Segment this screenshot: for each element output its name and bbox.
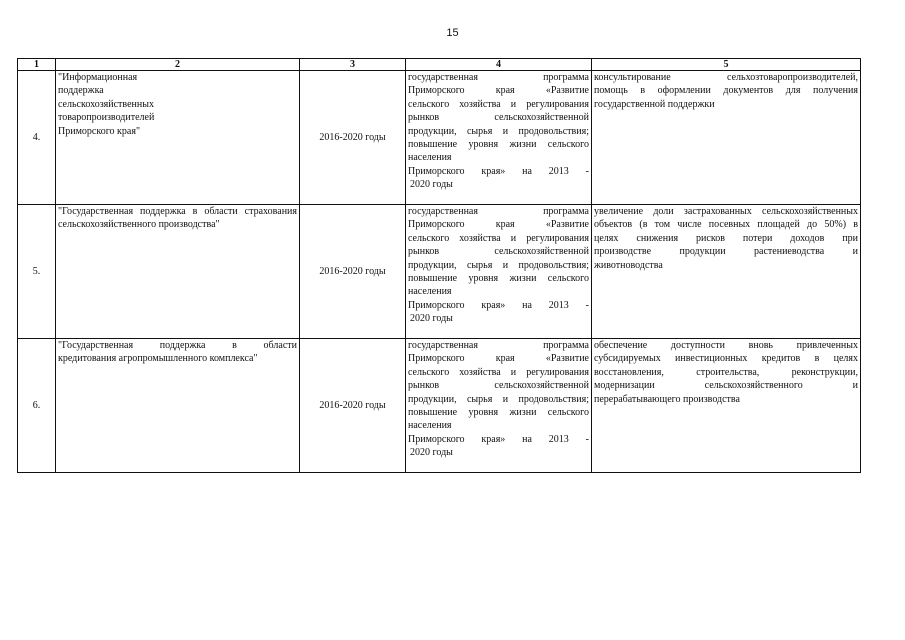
measure-name bbox=[56, 205, 300, 339]
state-program-line: Приморского края «Развитие bbox=[408, 353, 589, 365]
column-header: 4 bbox=[406, 59, 592, 71]
state-program-line: 2020 годы bbox=[410, 447, 453, 459]
expected-result-line: целях снижения рисков потери доходов при bbox=[594, 232, 858, 244]
expected-result-line: восстановления, строительства, реконструкции, bbox=[594, 366, 858, 378]
state-program-line: населения bbox=[408, 420, 452, 432]
measure-name bbox=[56, 339, 300, 473]
row-number: 4. bbox=[18, 71, 56, 205]
state-program-line: повышение уровня жизни сельского bbox=[408, 139, 589, 151]
state-program-line: государственная программа bbox=[408, 72, 589, 83]
expected-result-line: перерабатывающего производства bbox=[594, 393, 740, 405]
row-number: 6. bbox=[18, 339, 56, 473]
column-header: 1 bbox=[18, 59, 56, 71]
state-program-line: продукции, сырья и продовольствия; bbox=[408, 259, 589, 271]
state-program-line: населения bbox=[408, 152, 452, 164]
implementation-period: 2016-2020 годы bbox=[300, 205, 406, 339]
table-row bbox=[18, 205, 861, 339]
measure-name-line: сельскохозяйственного производства" bbox=[58, 219, 220, 231]
measures-table bbox=[17, 58, 861, 473]
measure-name bbox=[56, 71, 300, 205]
page-number: 15 bbox=[446, 27, 459, 39]
measure-name-line: поддержка bbox=[58, 85, 104, 97]
state-program-line: 2020 годы bbox=[410, 179, 453, 191]
expected-result-line: производстве продукции растениеводства и bbox=[594, 246, 858, 258]
state-program-line: сельского хозяйства и регулирования bbox=[408, 232, 589, 244]
expected-result-line: обеспечение доступности вновь привлеченных bbox=[594, 340, 858, 351]
expected-result-line: животноводства bbox=[594, 259, 663, 271]
table-row bbox=[18, 339, 861, 473]
table-header-row bbox=[18, 59, 861, 71]
state-program-line: повышение уровня жизни сельского bbox=[408, 273, 589, 285]
state-program bbox=[406, 71, 592, 205]
state-program-line: повышение уровня жизни сельского bbox=[408, 407, 589, 419]
measure-name-line: Приморского края" bbox=[58, 125, 141, 137]
column-header: 2 bbox=[56, 59, 300, 71]
measure-name-line: "Государственная поддержка в области bbox=[58, 340, 297, 351]
state-program-line: сельского хозяйства и регулирования bbox=[408, 98, 589, 110]
column-header: 3 bbox=[300, 59, 406, 71]
expected-result-line: субсидируемых инвестиционных кредитов в целях bbox=[594, 353, 858, 365]
state-program bbox=[406, 339, 592, 473]
row-number: 5. bbox=[18, 205, 56, 339]
state-program-line: Приморского края» на 2013 - bbox=[408, 433, 589, 445]
expected-result-line: помощь в оформлении документов для получения bbox=[594, 85, 858, 97]
implementation-period: 2016-2020 годы bbox=[300, 339, 406, 473]
state-program-line: Приморского края «Развитие bbox=[408, 219, 589, 231]
state-program-line: Приморского края «Развитие bbox=[408, 85, 589, 97]
state-program-line: населения bbox=[408, 286, 452, 298]
table-row bbox=[18, 71, 861, 205]
expected-result-line: объектов (в том числе посевных площадей до 50%) в bbox=[594, 219, 858, 231]
expected-result bbox=[592, 71, 861, 205]
state-program-line: сельского хозяйства и регулирования bbox=[408, 366, 589, 378]
measure-name-line: "Государственная поддержка в области страхования bbox=[58, 206, 297, 217]
measure-name-line: товаропроизводителей bbox=[58, 112, 155, 124]
implementation-period: 2016-2020 годы bbox=[300, 71, 406, 205]
expected-result-line: государственной поддержки bbox=[594, 98, 715, 110]
state-program-line: рынков сельскохозяйственной bbox=[408, 246, 589, 258]
state-program-line: рынков сельскохозяйственной bbox=[408, 380, 589, 392]
measure-name-line: кредитования агропромышленного комплекса" bbox=[58, 353, 258, 365]
expected-result-line: увеличение доли застрахованных сельскохозяйственных bbox=[594, 206, 858, 217]
state-program-line: государственная программа bbox=[408, 340, 589, 351]
expected-result-line: консультирование сельхозтоваропроизводителей, bbox=[594, 72, 858, 83]
expected-result-line: модернизации сельскохозяйственного и bbox=[594, 380, 858, 392]
state-program-line: Приморского края» на 2013 - bbox=[408, 165, 589, 177]
expected-result bbox=[592, 339, 861, 473]
state-program-line: рынков сельскохозяйственной bbox=[408, 112, 589, 124]
state-program-line: продукции, сырья и продовольствия; bbox=[408, 125, 589, 137]
measure-name-line: "Информационная bbox=[58, 72, 138, 83]
state-program bbox=[406, 205, 592, 339]
state-program-line: 2020 годы bbox=[410, 313, 453, 325]
state-program-line: государственная программа bbox=[408, 206, 589, 217]
state-program-line: продукции, сырья и продовольствия; bbox=[408, 393, 589, 405]
state-program-line: Приморского края» на 2013 - bbox=[408, 299, 589, 311]
column-header: 5 bbox=[592, 59, 861, 71]
measure-name-line: сельскохозяйственных bbox=[58, 98, 154, 110]
expected-result bbox=[592, 205, 861, 339]
